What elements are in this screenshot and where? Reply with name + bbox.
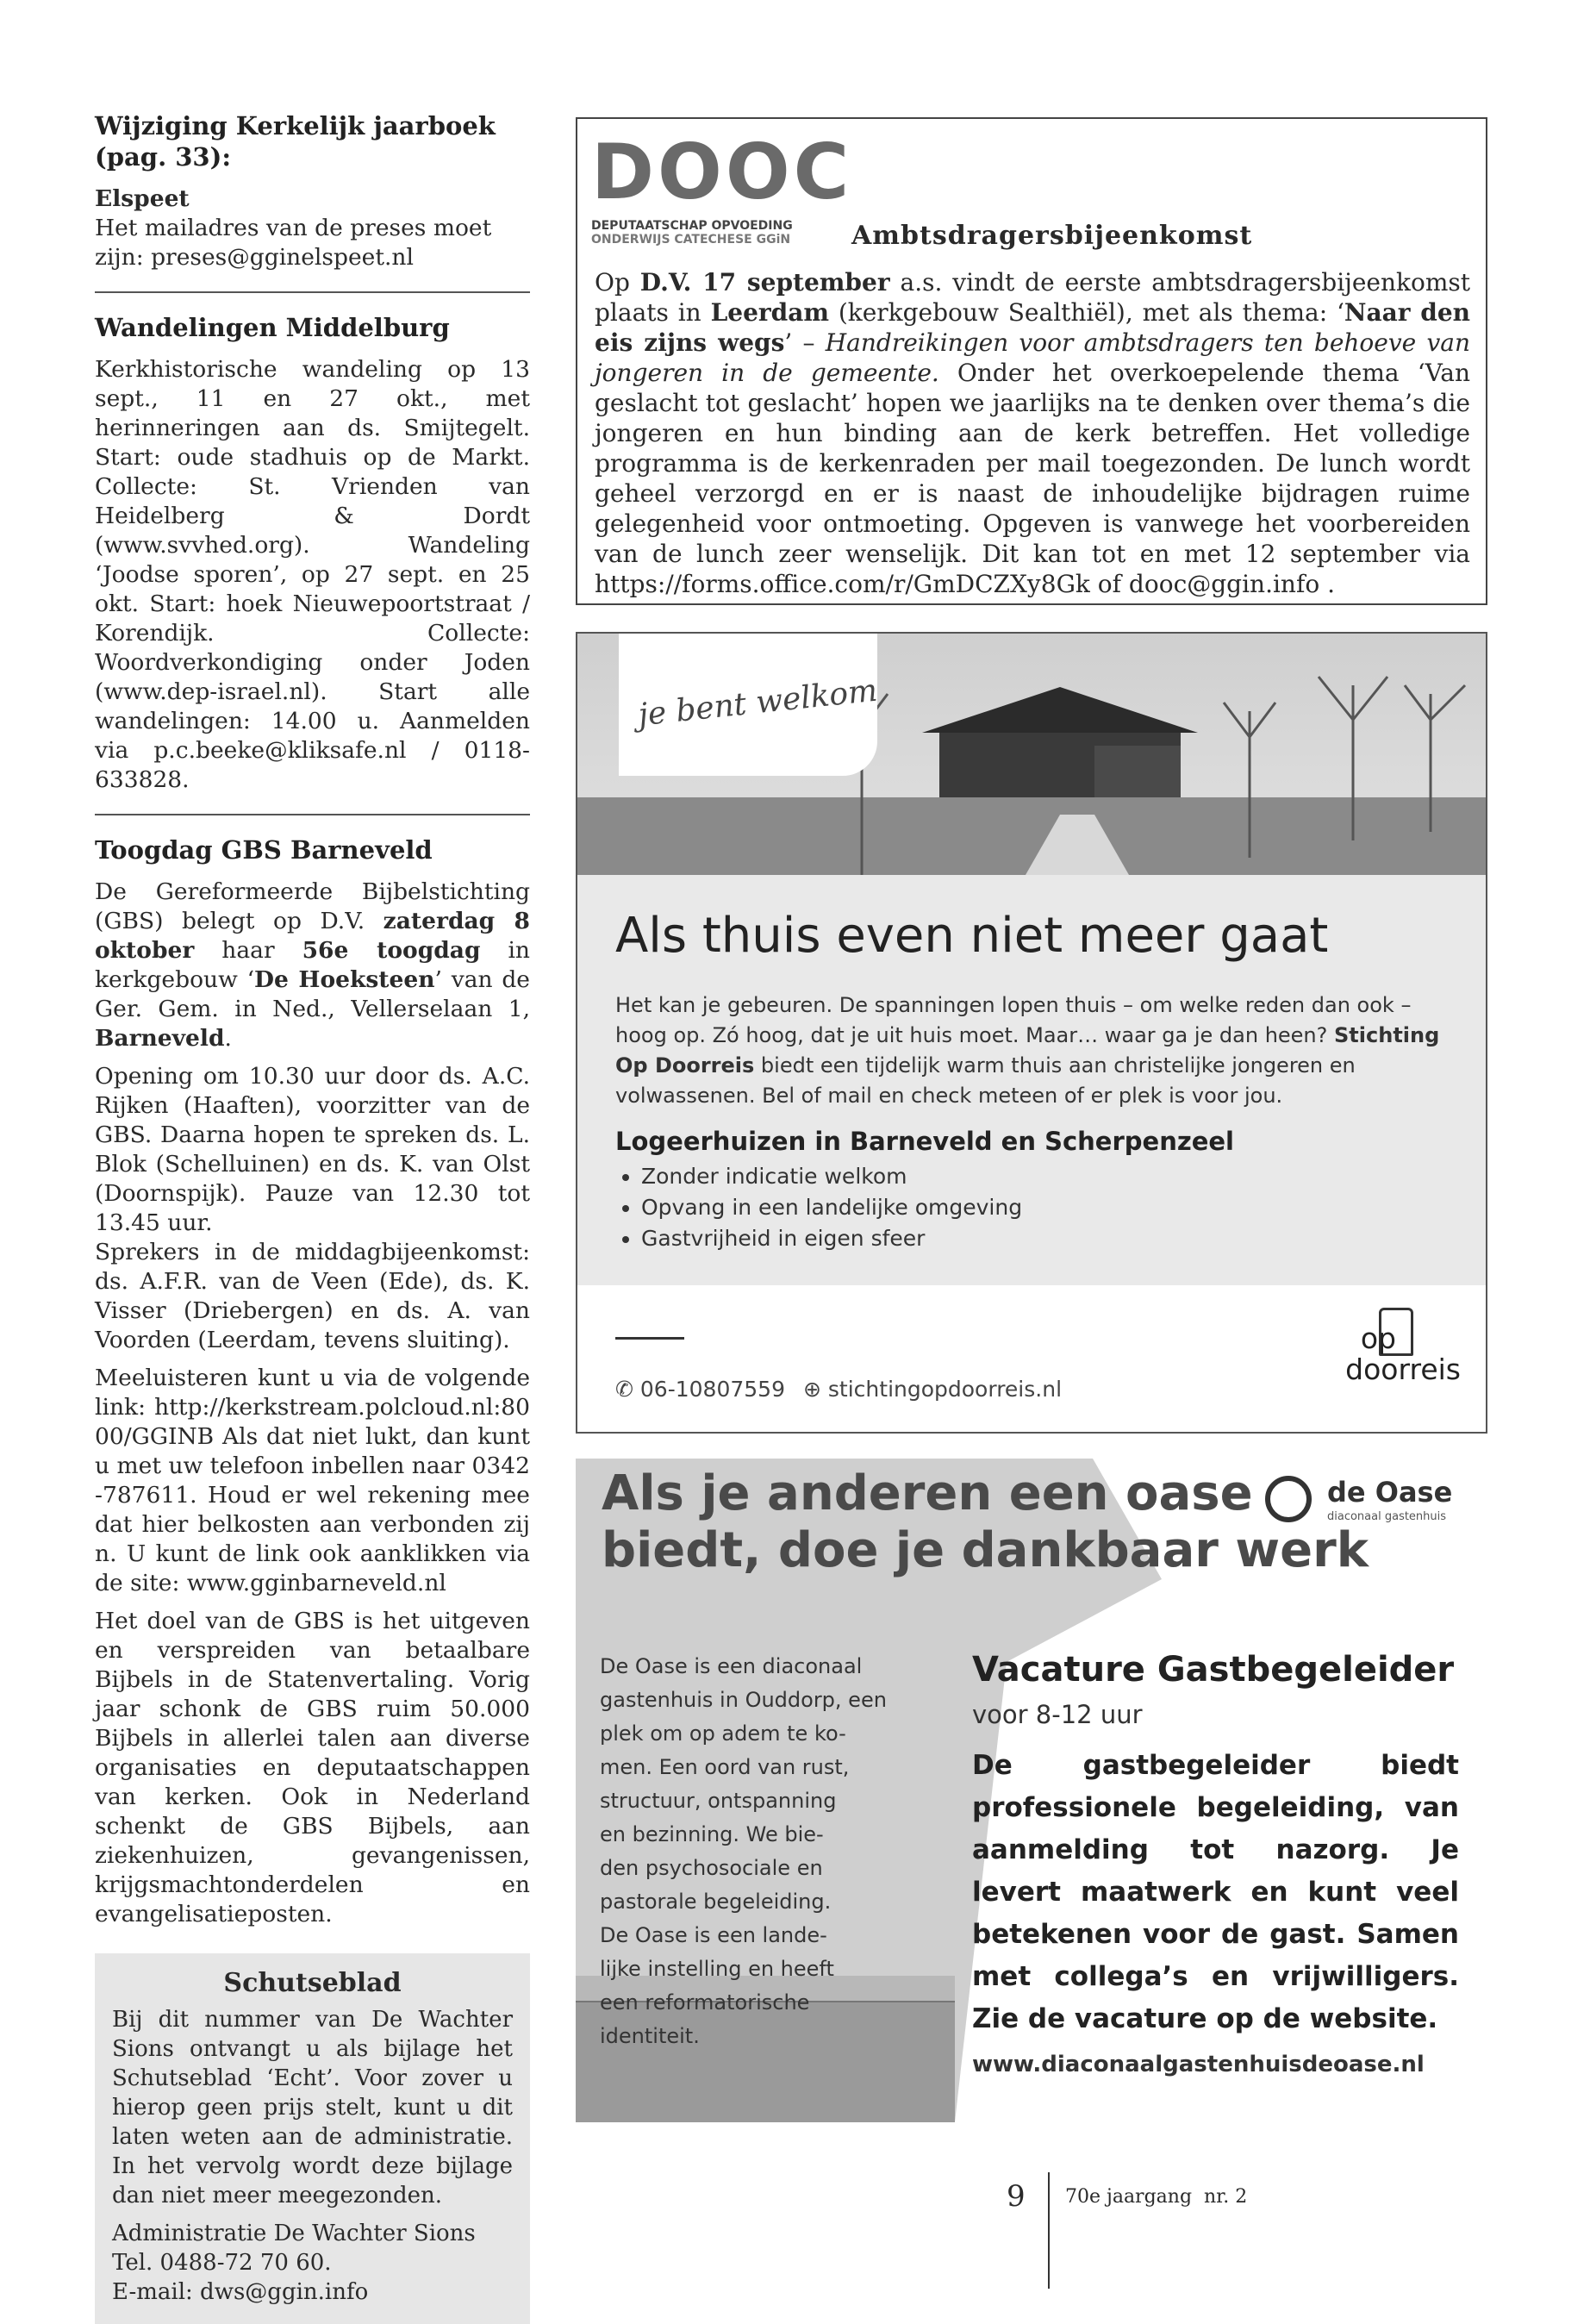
gbs-p1: De Gereformeerde Bijbelstichting (GBS) belegt op D.V. zaterdag 8 oktober haar 56e toogdag in kerkgebouw ‘De Hoeksteen’ van de Ger. Gem. in Ned., Vellerselaan 1, Barneveld. <box>95 878 531 1052</box>
dooc-body: Op D.V. 17 september a.s. vindt de eerste ambtsdragersbijeenkomst plaats in Leerdam (kerkgebouw Sealthiël), met als thema: ‘Naar den eis zijns wegs’ – Handreikingen voor ambtsdragers ten behoeve van jongeren in de gemeente. Onder het overkoepelende thema ‘Van geslacht tot geslacht’ hopen we jaarlijks na te denken over thema’s die jongeren en hun binding aan de kerk betreffen. Het volledige programma is de kerkenraden per mail toegezonden. De lunch wordt geheel verzorgd en er is naast de inhoudelijke bijdragen ruime gelegenheid voor ontmoeting. Opgeven is vanwege het voorbereiden van de lunch zeer wenselijk. Dit kan tot en met 12 september via https://forms.office.com/r/GmDCZXy8Gk of dooc@ggin.info . <box>595 268 1471 598</box>
short-rule <box>615 1337 684 1340</box>
doorreis-bullets <box>615 1161 1022 1254</box>
logo-op: op <box>1360 1321 1396 1355</box>
globe-icon: ⊕ <box>803 1377 821 1402</box>
bullet-item: • Zonder indicatie welkom <box>641 1161 1022 1192</box>
doorreis-subhead: Logeerhuizen in Barneveld en Scherpenzeel <box>615 1127 1234 1156</box>
oase-intro: De Oase is een diaconaal gastenhuis in Ouddorp, een plek om op adem te ko- men. Een oord van rust, structuur, ontspanning en bezinning. We bie- den psychosociale en pastorale begeleiding. De Oase is een lande- lijke instelling en heeft een reformatorische identiteit. <box>600 1654 887 2048</box>
oase-logo-sub: diaconaal gastenhuis <box>1327 1510 1447 1523</box>
bullet-item: • Opvang in een landelijke omgeving <box>641 1192 1022 1223</box>
dooc-title: Ambtsdragersbijeenkomst <box>851 221 1253 251</box>
bullet-item: • Gastvrijheid in eigen sfeer <box>641 1223 1022 1254</box>
web-contact[interactable] <box>803 1377 1062 1402</box>
vacature-hours: voor 8-12 uur <box>972 1700 1143 1729</box>
dooc-logo-letters: DOOC <box>591 128 853 216</box>
wandel-body: Kerkhistorische wandeling op 13 sept., 11 en 27 okt., met herinneringen aan ds. Smijtegelt. Start: oude stadhuis op de Markt. Collecte: St. Vrienden van Heidelberg & Dordt (www.svvhed.org). Wandeling ‘Joodse sporen’, op 27 sept. en 25 okt. Start: hoek Nieuwepoortstraat / Korendijk. Collecte: Woordverkondiging onder Joden (www.dep-israel.nl). Start alle wandelingen: 14.00 u. Aanmelden via p.c.beeke@kliksafe.nl / 0118-633828. <box>95 356 530 793</box>
dooc-logo <box>591 128 853 247</box>
schuts-title: Schutseblad <box>223 1968 402 1998</box>
oase-logo-name: de Oase <box>1327 1476 1453 1509</box>
divider <box>95 814 530 815</box>
gbs-p3: Sprekers in de middagbijeenkomst: ds. A.F.R. van de Veen (Ede), ds. K. Visser (Driebergen) en ds. A. van Voorden (Leerdam, tevens sluiting). <box>95 1239 530 1353</box>
schuts-addr1: Administratie De Wachter Sions <box>112 2221 476 2246</box>
vacature-body: De gastbegeleider biedt professionele begeleiding, van aanmelding tot nazorg. Je levert maatwerk en kunt veel betekenen voor de gast. Samen met collega’s en vrijwilligers. Zie de vacature op de website. <box>972 1750 1459 2034</box>
kerk-sub: Elspeet <box>95 185 190 212</box>
page-number: 9 <box>1007 2179 1026 2214</box>
welkom-script: je bent welkom <box>636 672 880 734</box>
schuts-body: Bij dit nummer van De Wachter Sions ontvangt u als bijlage het Schutseblad ‘Echt’. Voor zover u hierop geen prijs stelt, kunt u dit laten weten aan de administratie. In het vervolg wordt deze bijlage dan niet meer meegezonden. <box>112 2007 513 2208</box>
dooc-org2: ONDERWIJS CATECHESE GGiN <box>591 233 791 247</box>
wandel-title: Wandelingen Middelburg <box>95 313 450 342</box>
doorreis-ad <box>576 632 1487 1434</box>
oase-headline-1: Als je anderen een oase <box>602 1465 1253 1521</box>
oase-ad <box>576 1459 1487 2122</box>
divider <box>95 291 530 293</box>
oase-logo-mark <box>1265 1476 1312 1522</box>
oase-headline-2: biedt, doe je dankbaar werk <box>602 1522 1369 1578</box>
doorreis-logo <box>1310 1323 1461 1385</box>
gbs-p5: Het doel van de GBS is het uitgeven en verspreiden van betaalbare Bijbels in de Statenvertaling. Vorig jaar schonk de GBS ruim 50.000 Bijbels in allerlei talen aan diverse organisaties en deputaatschappen van kerken. Ook in Nederland schenkt de GBS Bijbels, aan ziekenhuizen, gevangenissen, krijgsmachtonderdelen en evangelisatieposten. <box>95 1608 530 1927</box>
phone-contact[interactable] <box>615 1377 785 1402</box>
issue-label: 70e jaargang nr. 2 <box>1065 2186 1248 2208</box>
phone-number: 06-10807559 <box>639 1377 785 1402</box>
doorreis-body: Het kan je gebeuren. De spanningen lopen thuis – om welke reden dan ook – hoog op. Zó hoog, dat je uit huis moet. Maar… waar ga je dan heen? Stichting Op Doorreis biedt een tijdelijk warm thuis aan christelijke jongeren en volwassenen. Bel of mail en check meteen of er plek is voor jou. <box>615 993 1440 1108</box>
dooc-announcement <box>576 117 1487 605</box>
kerk-title: Wijziging Kerkelijk jaarboek (pag. 33): <box>95 111 496 172</box>
gbs-title: Toogdag GBS Barneveld <box>95 835 433 865</box>
footer-divider <box>1048 2172 1050 2289</box>
doorreis-headline: Als thuis even niet meer gaat <box>615 908 1329 964</box>
vacature-title: Vacature Gastbegeleider <box>972 1650 1455 1690</box>
gbs-p2: Opening om 10.30 uur door ds. A.C. Rijken (Haaften), voorzitter van de GBS. Daarna hopen te spreken ds. L. Blok (Schelluinen) en ds. K. van Olst (Doornspijk). Pauze van 12.30 tot 13.45 uur. <box>95 1063 530 1236</box>
kerk-body: Het mailadres van de preses moet zijn: preses@gginelspeet.nl <box>95 215 492 271</box>
gbs-p4: Meeluisteren kunt u via de volgende link: http://kerkstream.polcloud.nl:8000/GGINB Als dat niet lukt, dan kunt u met uw telefoon inbellen naar 0342-787611. Houd er wel rekening mee dat hier belkosten aan verbonden zijn. U kunt de link ook aanklikken via de site: www.gginbarneveld.nl <box>95 1365 530 1596</box>
left-column <box>95 110 530 2324</box>
dooc-org1: DEPUTAATSCHAP OPVOEDING <box>591 219 793 233</box>
oase-url[interactable]: www.diaconaalgastenhuisdeoase.nl <box>972 2052 1425 2077</box>
phone-icon: ✆ <box>615 1377 633 1402</box>
web-address: stichtingopdoorreis.nl <box>827 1377 1063 1402</box>
schuts-addr2: Tel. 0488-72 70 60. <box>112 2250 332 2276</box>
schuts-addr3: E-mail: dws@ggin.info <box>112 2279 369 2305</box>
logo-doorreis: doorreis <box>1345 1353 1461 1386</box>
schutseblad-box <box>95 1953 530 2324</box>
